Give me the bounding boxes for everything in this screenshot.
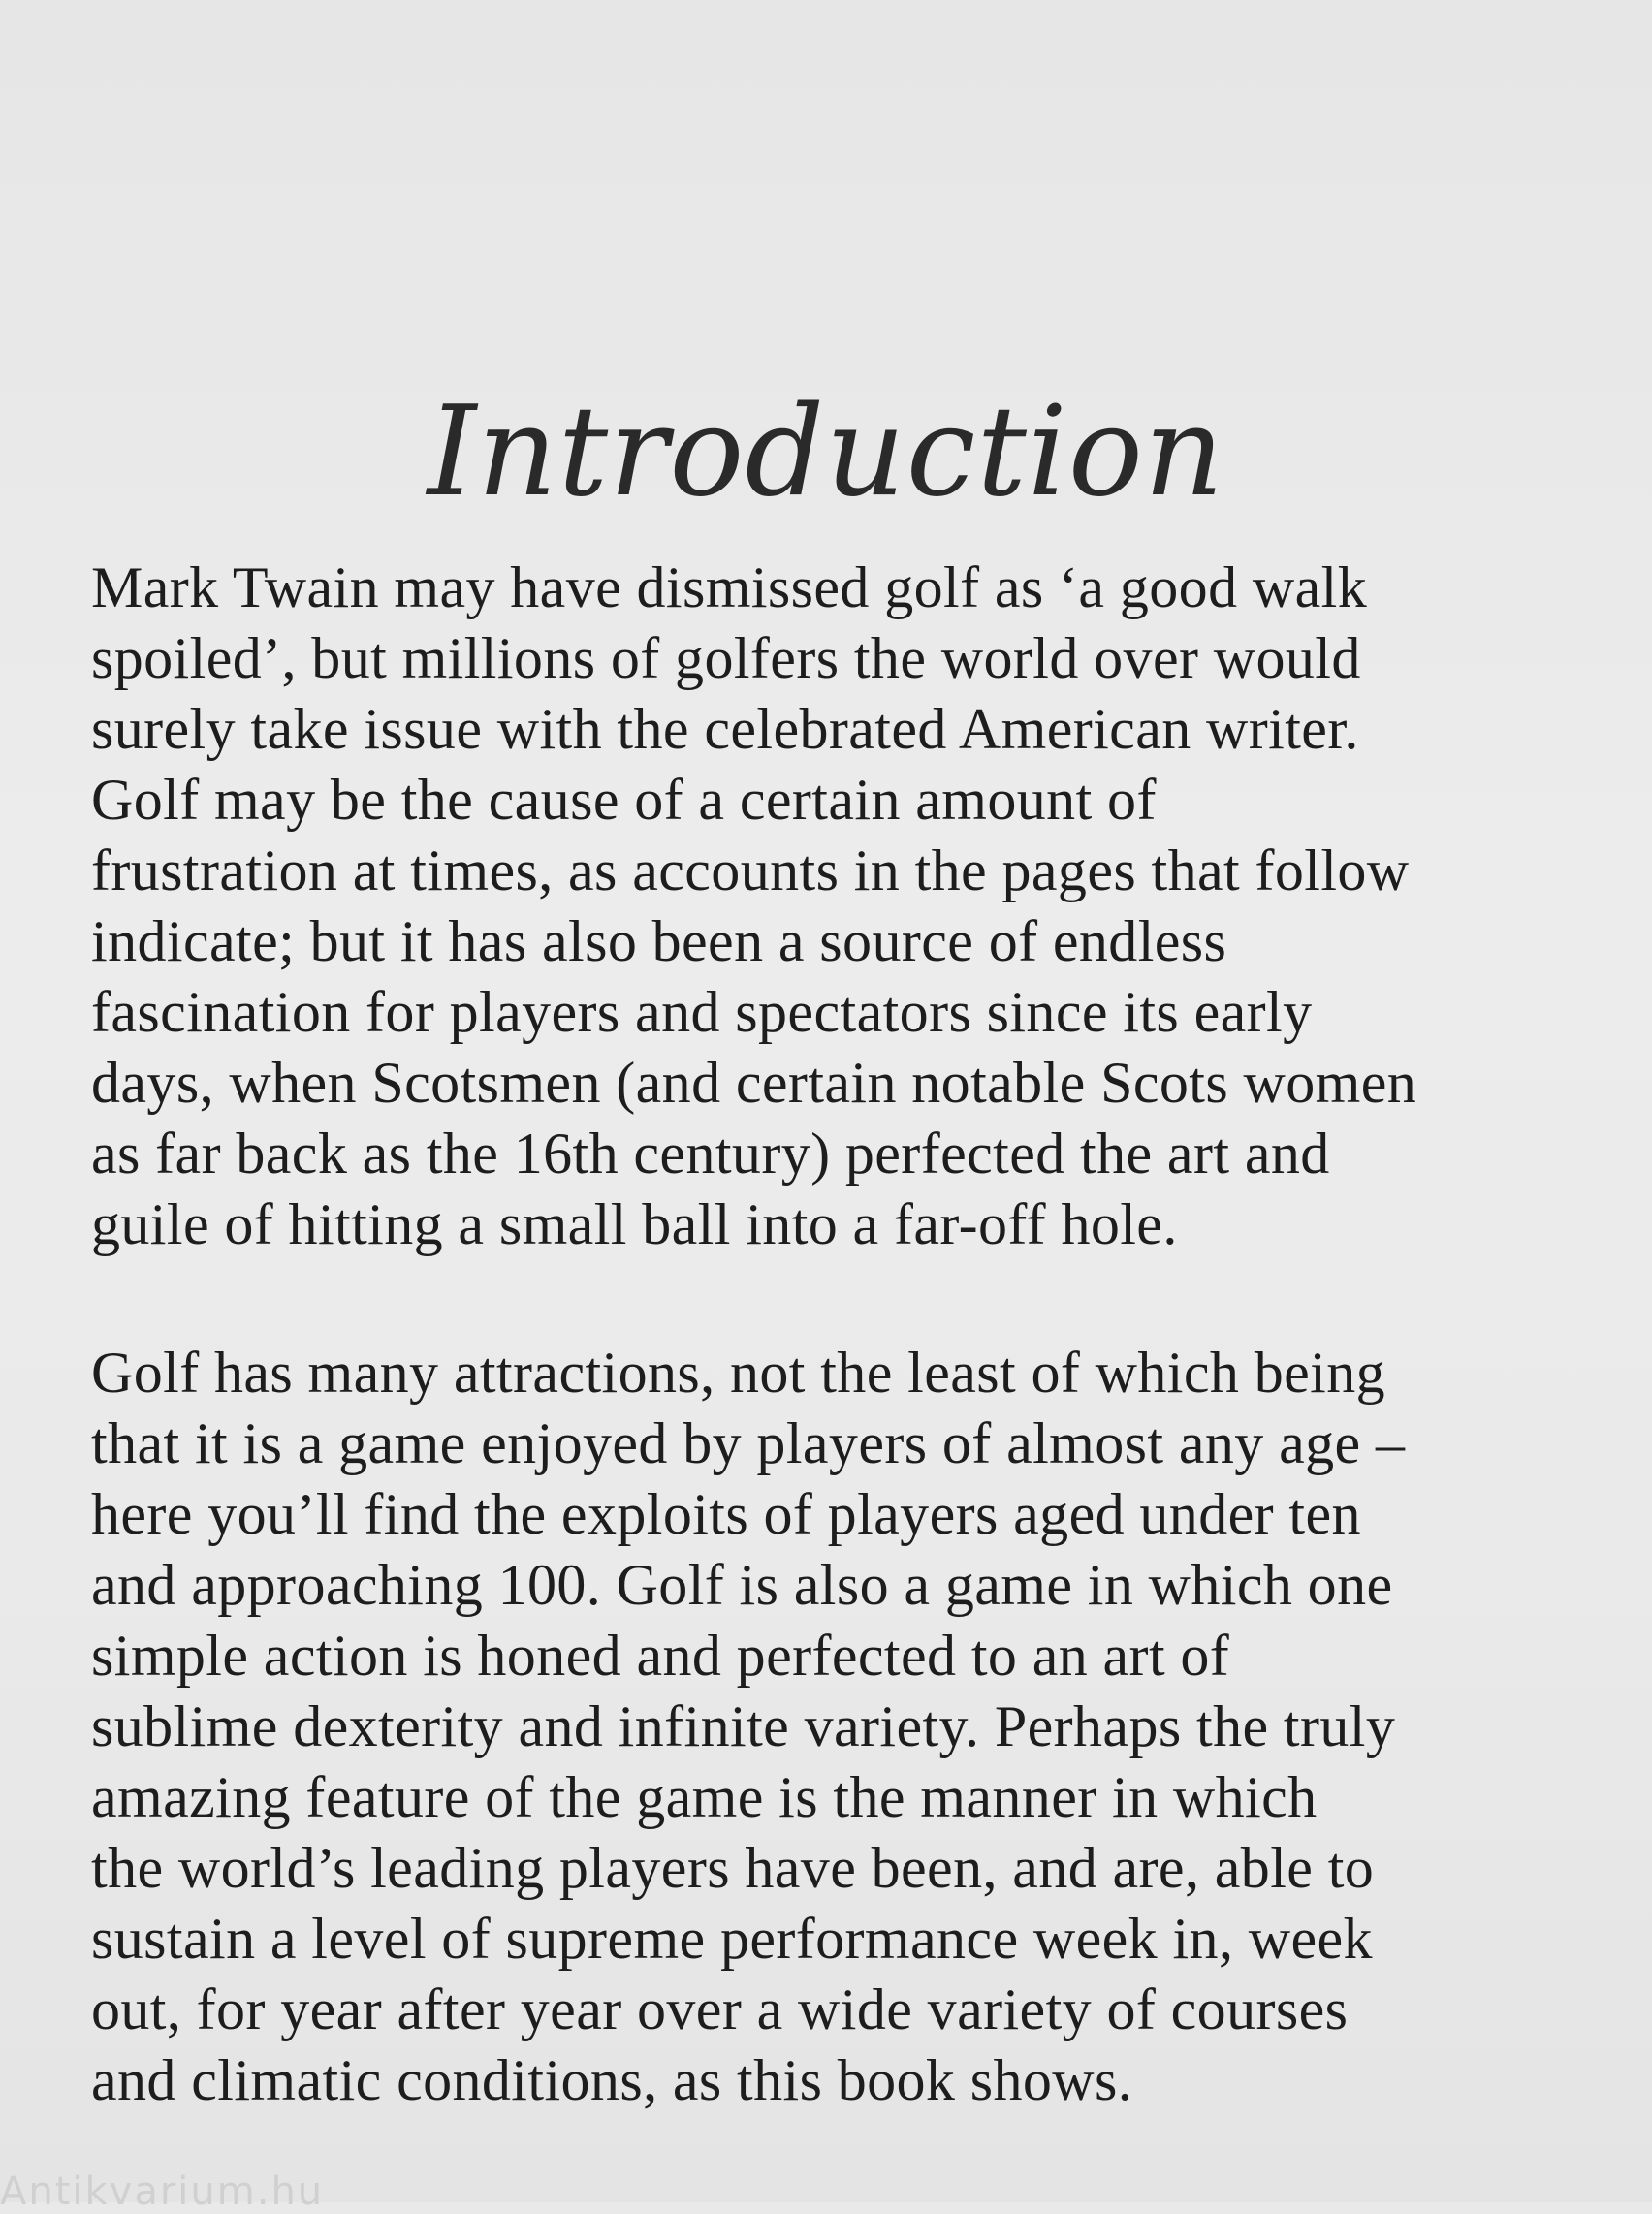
text-line: spoiled’, but millions of golfers the world over would — [91, 626, 1361, 690]
text-line: days, when Scotsmen (and certain notable Scots women — [91, 1051, 1417, 1115]
text-line: indicate; but it has also been a source of endless — [91, 909, 1227, 973]
intro-paragraph-2 — [91, 1338, 1604, 2116]
text-line: Golf has many attractions, not the least of which being — [91, 1341, 1385, 1405]
text-line: guile of hitting a small ball into a far-off hole. — [91, 1192, 1178, 1256]
text-line: sustain a level of supreme performance week in, week — [91, 1907, 1373, 1971]
text-line: and approaching 100. Golf is also a game in which one — [91, 1553, 1393, 1617]
text-line: out, for year after year over a wide variety of courses — [91, 1977, 1349, 2041]
text-line: fascination for players and spectators since its early — [91, 980, 1313, 1044]
text-line: frustration at times, as accounts in the pages that follow — [91, 838, 1410, 902]
text-line: amazing feature of the game is the manner in which — [91, 1765, 1318, 1829]
text-line: as far back as the 16th century) perfected the art and — [91, 1122, 1330, 1186]
text-line: here you’ll find the exploits of players aged under ten — [91, 1482, 1361, 1546]
text-line: that it is a game enjoyed by players of almost any age – — [91, 1411, 1406, 1475]
text-line: and climatic conditions, as this book shows. — [91, 2048, 1133, 2112]
text-line: Mark Twain may have dismissed golf as ‘a good walk — [91, 555, 1368, 619]
text-line: Golf may be the cause of a certain amount of — [91, 768, 1157, 832]
intro-paragraph-1 — [91, 553, 1604, 1260]
text-line: the world’s leading players have been, and are, able to — [91, 1836, 1375, 1900]
text-line: simple action is honed and perfected to an art of — [91, 1624, 1230, 1688]
text-line: sublime dexterity and infinite variety. Perhaps the truly — [91, 1694, 1396, 1758]
watermark: Antikvarium.hu — [0, 2169, 325, 2214]
text-line: surely take issue with the celebrated American writer. — [91, 697, 1359, 761]
page-title: Introduction — [427, 380, 1225, 524]
